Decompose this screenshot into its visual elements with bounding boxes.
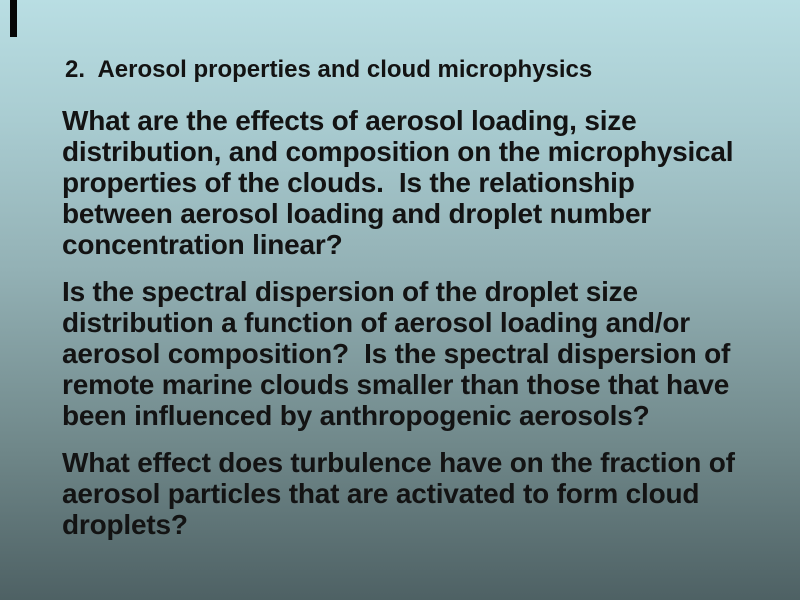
text-line: What are the effects of aerosol loading, size xyxy=(62,105,637,136)
body-paragraph xyxy=(62,447,762,540)
text-line: Is the spectral dispersion of the droplet size xyxy=(62,276,638,307)
text-line: remote marine clouds smaller than those that have xyxy=(62,369,730,400)
body-paragraph xyxy=(62,276,762,431)
text-line: distribution, and composition on the microphysical xyxy=(62,136,734,167)
text-line: between aerosol loading and droplet number xyxy=(62,198,652,229)
text-line: properties of the clouds. Is the relationship xyxy=(62,167,635,198)
text-line: aerosol particles that are activated to form cloud xyxy=(62,478,700,509)
slide-title: 2. Aerosol properties and cloud microphysics xyxy=(65,56,593,83)
text-line: concentration linear? xyxy=(62,229,343,260)
text-line: distribution a function of aerosol loading and/or xyxy=(62,307,690,338)
corner-artifact-mark xyxy=(10,0,17,37)
text-line: aerosol composition? Is the spectral dispersion of xyxy=(62,338,731,369)
slide-body xyxy=(62,105,762,540)
text-line: been influenced by anthropogenic aerosols? xyxy=(62,400,650,431)
body-paragraph xyxy=(62,105,762,260)
text-line: droplets? xyxy=(62,509,188,540)
text-line: What effect does turbulence have on the fraction of xyxy=(62,447,735,478)
slide-content xyxy=(62,55,762,556)
